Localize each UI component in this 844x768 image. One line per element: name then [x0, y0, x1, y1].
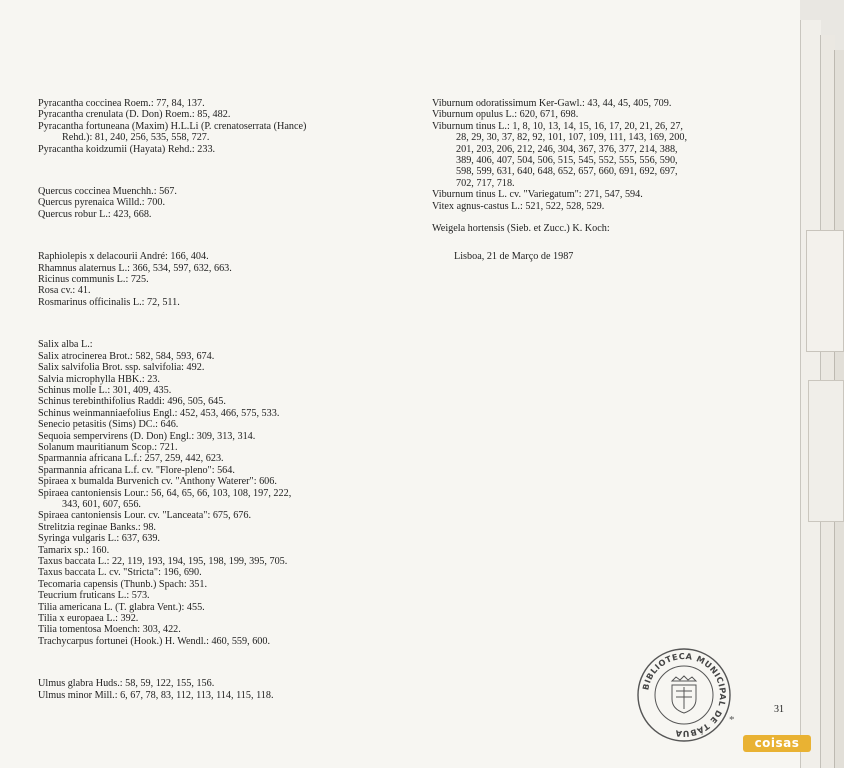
entry-continuation: Rehd.): 81, 240, 256, 535, 558, 727. [62, 132, 210, 144]
index-entry [432, 109, 732, 120]
entry-continuation: 201, 203, 206, 212, 246, 304, 367, 376, 377, 214, 388, [456, 143, 678, 155]
star-icon: * [729, 714, 735, 726]
entry-group [38, 186, 398, 220]
index-entry [38, 678, 398, 689]
index-entry [38, 453, 398, 464]
index-entry [38, 476, 398, 487]
index-entry [38, 522, 398, 533]
entry-text: Viburnum opulus L.: 620, 671, 698. [432, 109, 579, 121]
entry-text: Ricinus communis L.: 725. [38, 274, 149, 286]
index-entry [38, 121, 398, 144]
entry-continuation: 598, 599, 631, 640, 648, 652, 657, 660, 691, 692, 697, [456, 166, 678, 178]
index-entry [38, 510, 398, 521]
entry-text: Salvia microphylla HBK.: 23. [38, 373, 160, 385]
index-entry [38, 431, 398, 442]
index-entry [38, 274, 398, 285]
entry-text: Salix atrocinerea Brot.: 582, 584, 593, 674. [38, 350, 215, 362]
entry-text: Viburnum tinus L.: 1, 8, 10, 13, 14, 15, 16, 17, 20, 21, 26, 27, [432, 120, 683, 132]
index-entry [432, 98, 732, 109]
watermark-logo: coisas [743, 735, 811, 752]
index-entry [38, 613, 398, 624]
index-entry [38, 556, 398, 567]
entry-text: Viburnum tinus L. cv. "Variegatum": 271, 547, 594. [432, 189, 643, 201]
index-entry [38, 690, 398, 701]
entry-text: Taxus baccata L. cv. "Stricta": 196, 690. [38, 567, 202, 579]
entry-group-v [432, 98, 732, 212]
entry-text: Tecomaria capensis (Thunb.) Spach: 351. [38, 578, 208, 590]
entry-text: Tamarix sp.: 160. [38, 544, 110, 556]
index-entry-weigela: Weigela hortensis (Sieb. et Zucc.) K. Koch: [432, 223, 610, 235]
entry-text: Trachycarpus fortunei (Hook.) H. Wendl.: 460, 559, 600. [38, 635, 271, 647]
index-entry [38, 624, 398, 635]
index-entry [38, 385, 398, 396]
index-entry [38, 579, 398, 590]
entry-text: Solanum mauritianum Scop.: 721. [38, 441, 178, 453]
coat-of-arms-icon [672, 676, 696, 713]
entry-text: Schinus terebinthifolius Raddi: 496, 505, 645. [38, 396, 226, 408]
index-entry [432, 121, 732, 189]
index-entry [38, 590, 398, 601]
index-entry [38, 285, 398, 296]
entry-text: Spiraea x bumalda Burvenich cv. "Anthony Waterer": 606. [38, 476, 277, 488]
entry-continuation: 28, 29, 30, 37, 82, 92, 101, 107, 109, 111, 143, 169, 200, [456, 132, 688, 144]
index-entry [38, 567, 398, 578]
entry-text: Taxus baccata L.: 22, 119, 193, 194, 195, 198, 199, 395, 705. [38, 556, 288, 567]
entry-text: Quercus coccinea Muenchh.: 567. [38, 186, 177, 198]
entry-text: Sequoia sempervirens (D. Don) Engl.: 309, 313, 314. [38, 430, 256, 442]
entry-group [38, 251, 398, 308]
entry-text: Ulmus glabra Huds.: 58, 59, 122, 155, 156. [38, 678, 215, 690]
index-entry [38, 263, 398, 274]
entry-text: Schinus molle L.: 301, 409, 435. [38, 384, 172, 396]
entry-text: Ulmus minor Mill.: 6, 67, 78, 83, 112, 113, 114, 115, 118. [38, 689, 274, 701]
library-stamp [636, 647, 732, 743]
entry-text: Viburnum odoratissimum Ker-Gawl.: 43, 44, 45, 405, 709. [432, 98, 672, 109]
entry-text: Salix alba L.: [38, 339, 93, 351]
page-tab [806, 230, 844, 352]
index-entry [38, 351, 398, 362]
index-entry [38, 602, 398, 613]
index-entry [38, 419, 398, 430]
index-entry [432, 201, 732, 212]
index-entry [38, 442, 398, 453]
index-entry [38, 251, 398, 262]
entry-text: Salix salvifolia Brot. ssp. salvifolia: 492. [38, 362, 205, 374]
index-entry [38, 488, 398, 511]
place-and-date: Lisboa, 21 de Março de 1987 [454, 251, 574, 263]
page-number: 31 [774, 704, 784, 715]
entry-text: Tilia x europaea L.: 392. [38, 613, 139, 625]
entry-text: Rosmarinus officinalis L.: 72, 511. [38, 296, 180, 308]
entry-continuation: 389, 406, 407, 504, 506, 515, 545, 552, 555, 556, 590, [456, 155, 678, 167]
index-entry [38, 197, 398, 208]
index-entry [38, 396, 398, 407]
entry-text: Syringa vulgaris L.: 637, 639. [38, 533, 160, 545]
entry-text: Pyracantha fortuneana (Maxim) H.L.Li (P. crenatoserrata (Hance) [38, 120, 307, 132]
entry-text: Rosa cv.: 41. [38, 285, 91, 297]
index-entry [38, 144, 398, 155]
index-entry [38, 109, 398, 120]
entry-text: Sparmannia africana L.f. cv. "Flore-pleno": 564. [38, 464, 235, 476]
index-entry [432, 189, 732, 200]
entry-text: Sparmannia africana L.f.: 257, 259, 442, 623. [38, 453, 224, 465]
entry-group [38, 98, 398, 155]
index-entry [38, 362, 398, 373]
index-entry [38, 339, 398, 350]
page-tab [808, 380, 844, 522]
entry-text: Strelitzia reginae Banks.: 98. [38, 521, 156, 533]
index-right-column [432, 98, 732, 263]
entry-text: Pyracantha koidzumii (Hayata) Rehd.: 233. [38, 143, 216, 155]
index-entry [38, 98, 398, 109]
index-entry [38, 297, 398, 308]
entry-group [38, 339, 398, 647]
entry-text: Schinus weinmanniaefolius Engl.: 452, 453, 466, 575, 533. [38, 407, 280, 419]
entry-text: Raphiolepis x delacourii André: 166, 404. [38, 251, 209, 263]
index-entry [38, 465, 398, 476]
index-left-column [38, 98, 398, 732]
index-entry [38, 636, 398, 647]
entry-group [38, 678, 398, 701]
stamp-text: BIBLIOTECA MUNICIPAL DE TÁBUA [640, 650, 729, 740]
index-entry [38, 408, 398, 419]
entry-text: Spiraea cantoniensis Lour. cv. "Lanceata": 675, 676. [38, 510, 252, 522]
index-entry [38, 209, 398, 220]
entry-text: Tilia americana L. (T. glabra Vent.): 455. [38, 601, 205, 613]
entry-text: Rhamnus alaternus L.: 366, 534, 597, 632, 663. [38, 262, 232, 274]
index-entry [38, 186, 398, 197]
entry-text: Pyracantha coccinea Roem.: 77, 84, 137. [38, 98, 205, 109]
index-entry [38, 533, 398, 544]
entry-text: Quercus pyrenaica Willd.: 700. [38, 197, 165, 209]
entry-text: Quercus robur L.: 423, 668. [38, 208, 152, 220]
entry-text: Senecio petasitis (Sims) DC.: 646. [38, 419, 179, 431]
index-entry [38, 545, 398, 556]
entry-text: Spiraea cantoniensis Lour.: 56, 64, 65, 66, 103, 108, 197, 222, [38, 487, 292, 499]
entry-text: Vitex agnus-castus L.: 521, 522, 528, 529. [432, 200, 605, 212]
entry-text: Teucrium fruticans L.: 573. [38, 590, 150, 602]
index-entry [38, 374, 398, 385]
entry-continuation: 343, 601, 607, 656. [62, 498, 141, 510]
entry-continuation: 702, 717, 718. [456, 177, 515, 189]
entry-text: Tilia tomentosa Moench: 303, 422. [38, 624, 181, 636]
entry-text: Pyracantha crenulata (D. Don) Roem.: 85, 482. [38, 109, 231, 121]
